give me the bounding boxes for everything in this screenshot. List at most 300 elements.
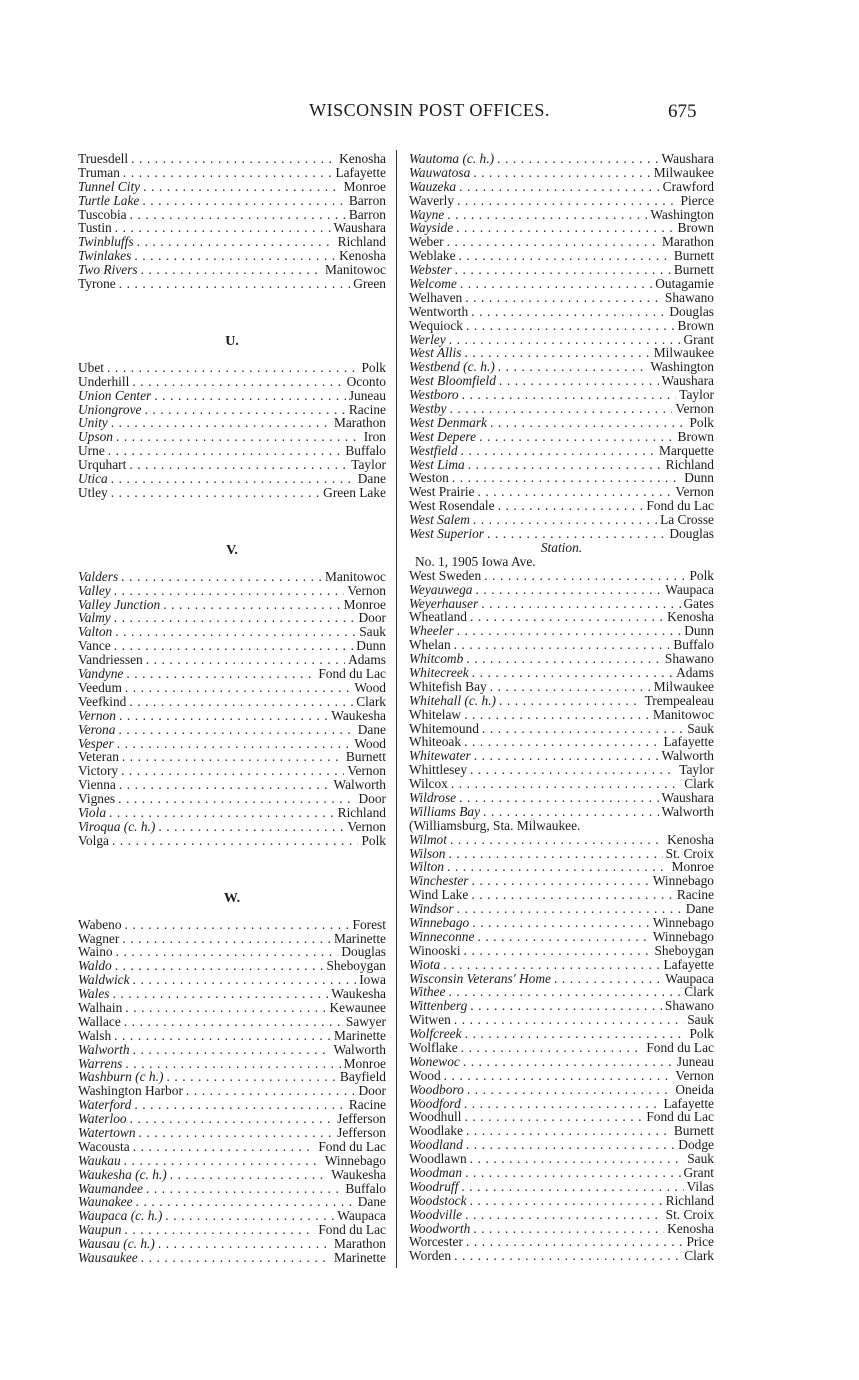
post-office-name: Westfield <box>409 442 458 458</box>
dot-leader <box>490 416 686 430</box>
post-office-entry <box>409 1055 714 1069</box>
county-name: Buffalo <box>673 637 714 653</box>
county-name: Lafayette <box>663 1095 714 1111</box>
post-office-name: West Bloomfield <box>409 373 496 389</box>
post-office-entry <box>409 1152 714 1166</box>
county-name: Clark <box>356 693 386 709</box>
post-office-entry <box>78 778 386 792</box>
post-office-name: Two Rivers <box>78 262 138 278</box>
post-office-name: Woodlake <box>409 1123 463 1139</box>
post-office-entry <box>409 249 714 263</box>
post-office-entry <box>78 945 386 959</box>
post-office-name: Wilton <box>409 859 444 875</box>
county-name: Winnebago <box>652 928 714 944</box>
county-name: Waupaca <box>665 970 714 986</box>
post-office-name: Walhain <box>78 999 123 1015</box>
county-name: Waushara <box>661 373 714 389</box>
dot-leader <box>484 569 686 583</box>
post-office-name: Winnebago <box>409 914 470 930</box>
dot-leader <box>129 458 348 472</box>
post-office-entry <box>409 180 714 194</box>
county-name: Racine <box>348 1097 386 1113</box>
post-office-entry <box>78 806 386 820</box>
v-entries-list <box>78 570 386 848</box>
post-office-name: Whitemound <box>409 720 479 736</box>
post-office-entry <box>78 1209 386 1223</box>
dot-leader <box>467 1083 673 1097</box>
county-name: Burnett <box>673 1123 714 1139</box>
post-office-entry <box>78 764 386 778</box>
post-office-entry <box>78 570 386 584</box>
post-office-entry <box>409 610 714 624</box>
post-office-entry <box>78 1154 386 1168</box>
county-name: Wood <box>354 679 386 695</box>
post-office-name: West Superior <box>409 526 485 542</box>
post-office-name: Waterloo <box>78 1111 127 1127</box>
post-office-name: Waverly <box>409 192 455 208</box>
county-name: Walworth <box>661 748 714 764</box>
county-name: Winnebago <box>652 873 714 889</box>
county-name: Milwaukee <box>653 345 714 361</box>
dot-leader <box>481 597 680 611</box>
dot-leader <box>483 805 658 819</box>
post-office-entry <box>78 458 386 472</box>
dot-leader <box>158 1237 331 1251</box>
dot-leader <box>451 777 681 791</box>
right-entries-list-a <box>409 152 714 541</box>
dot-leader <box>470 610 664 624</box>
post-office-entry <box>409 333 714 347</box>
post-office-entry <box>409 291 714 305</box>
county-name: Kenosha <box>667 1220 714 1236</box>
county-name: Winnebago <box>324 1152 386 1168</box>
post-office-name: Whelan <box>409 637 451 653</box>
dot-leader <box>454 1013 684 1027</box>
post-office-entry <box>409 346 714 360</box>
county-name: Dunn <box>356 638 386 654</box>
dot-leader <box>471 305 666 319</box>
county-name: Vernon <box>675 401 714 417</box>
post-office-entry <box>409 735 714 749</box>
dot-leader <box>111 416 331 430</box>
post-office-entry <box>78 667 386 681</box>
county-name: Washington <box>650 359 714 375</box>
post-office-name: Wonewoc <box>409 1053 460 1069</box>
county-name: Barron <box>348 206 386 222</box>
county-name: Sauk <box>687 720 714 736</box>
dot-leader <box>124 1015 343 1029</box>
dot-leader <box>146 1182 342 1196</box>
post-office-name: Woodboro <box>409 1081 464 1097</box>
post-office-entry <box>78 1182 386 1196</box>
county-name: Polk <box>689 567 714 583</box>
county-name: Manitowoc <box>325 568 386 584</box>
post-office-name: Wind Lake <box>409 887 469 903</box>
dot-leader <box>124 1223 315 1237</box>
post-office-name: Westboro <box>409 387 459 403</box>
dot-leader <box>111 472 355 486</box>
post-office-name: Weston <box>409 470 449 486</box>
section-heading-u: U. <box>225 333 239 349</box>
dot-leader <box>465 1027 687 1041</box>
post-office-entry <box>409 1027 714 1041</box>
post-office-entry <box>78 918 386 932</box>
county-name: Waushara <box>661 789 714 805</box>
county-name: Sauk <box>687 1151 714 1167</box>
post-office-name: Vignes <box>78 791 116 807</box>
dot-leader <box>109 806 335 820</box>
county-name: Sheboygan <box>654 942 714 958</box>
post-office-name: Vesper <box>78 735 114 751</box>
county-name: Sheboygan <box>326 958 386 974</box>
post-office-name: Whitcomb <box>409 651 464 667</box>
post-office-entry <box>78 389 386 403</box>
post-office-name: Winchester <box>409 873 469 889</box>
county-name: Gates <box>683 595 714 611</box>
dot-leader <box>464 735 660 749</box>
post-office-name: Valmy <box>78 610 111 626</box>
post-office-entry <box>78 194 386 208</box>
post-office-name: Wauzeka <box>409 178 457 194</box>
post-office-entry <box>78 932 386 946</box>
dot-leader <box>457 194 678 208</box>
post-office-entry <box>78 1251 386 1265</box>
dot-leader <box>472 874 650 888</box>
post-office-entry <box>78 180 386 194</box>
county-name: Door <box>358 1083 386 1099</box>
section-heading-w: W. <box>223 890 241 906</box>
post-office-entry <box>409 374 714 388</box>
county-name: Taylor <box>679 762 714 778</box>
dot-leader <box>141 1251 331 1265</box>
dot-leader <box>133 1140 316 1154</box>
dot-leader <box>130 1112 335 1126</box>
county-name: Shawano <box>664 651 714 667</box>
post-office-name: Unity <box>78 415 108 431</box>
post-office-entry <box>409 194 714 208</box>
county-name: Sauk <box>687 1012 714 1028</box>
dot-leader <box>452 471 681 485</box>
dot-leader <box>166 1070 336 1084</box>
post-office-entry <box>78 1029 386 1043</box>
county-name: Buffalo <box>345 1180 386 1196</box>
county-name: Dane <box>357 1194 386 1210</box>
post-office-entry <box>78 486 386 500</box>
dot-leader <box>473 1222 664 1236</box>
dot-leader <box>134 1098 345 1112</box>
dot-leader <box>466 1138 675 1152</box>
dot-leader <box>473 166 650 180</box>
dot-leader <box>465 1166 680 1180</box>
post-office-name: Waupun <box>78 1222 122 1238</box>
county-name: Lafayette <box>663 734 714 750</box>
post-office-entry <box>409 1097 714 1111</box>
dot-leader <box>462 388 677 402</box>
county-name: Kenosha <box>339 151 386 166</box>
dot-leader <box>130 208 346 222</box>
post-office-entry <box>78 820 386 834</box>
post-office-name: Volga <box>78 832 109 848</box>
post-office-name: Tuscobia <box>78 206 127 222</box>
dot-leader <box>122 932 331 946</box>
dot-leader <box>466 1124 671 1138</box>
post-office-entry <box>409 791 714 805</box>
county-name: Taylor <box>679 387 714 403</box>
county-name: Monroe <box>343 178 386 194</box>
county-name: Door <box>358 610 386 626</box>
dot-leader <box>464 1097 661 1111</box>
dot-leader <box>454 1249 681 1263</box>
post-office-entry <box>78 472 386 486</box>
post-office-entry <box>409 722 714 736</box>
post-office-name: Tunnel City <box>78 178 141 194</box>
post-office-name: Woodruff <box>409 1178 459 1194</box>
dot-leader <box>125 918 350 932</box>
post-office-entry <box>409 666 714 680</box>
post-office-name: Valders <box>78 568 119 584</box>
post-office-entry <box>409 430 714 444</box>
county-name: Walworth <box>333 777 386 793</box>
post-office-entry <box>78 1140 386 1154</box>
post-office-entry <box>409 1083 714 1097</box>
dot-leader <box>457 624 682 638</box>
post-office-entry <box>409 1041 714 1055</box>
post-office-entry <box>409 1249 714 1263</box>
post-office-entry <box>409 916 714 930</box>
post-office-name: Waukesha (c. h.) <box>78 1166 167 1182</box>
dot-leader <box>472 916 650 930</box>
post-office-entry <box>409 152 714 166</box>
dot-leader <box>158 820 344 834</box>
post-office-name: Wheeler <box>409 623 454 639</box>
post-office-name: Ubet <box>78 359 105 375</box>
county-name: Clark <box>684 776 714 792</box>
post-office-name: Washington Harbor <box>78 1083 183 1099</box>
county-name: Brown <box>677 428 714 444</box>
post-office-entry <box>409 444 714 458</box>
county-name: Juneau <box>348 387 386 403</box>
post-office-name: Wheatland <box>409 609 467 625</box>
post-office-name: Vienna <box>78 777 116 793</box>
post-office-name: Webster <box>409 262 452 278</box>
county-name: Kenosha <box>667 609 714 625</box>
county-name: Adams <box>348 652 386 668</box>
post-office-entry <box>409 999 714 1013</box>
post-office-entry <box>78 584 386 598</box>
county-name: Walworth <box>333 1041 386 1057</box>
station-address: No. 1, 1905 Iowa Ave. <box>415 553 536 569</box>
county-name: Kenosha <box>667 831 714 847</box>
post-office-entry <box>409 985 714 999</box>
county-name: Vilas <box>686 1178 714 1194</box>
post-office-entry <box>409 860 714 874</box>
post-office-name: Whiteoak <box>409 734 462 750</box>
dot-leader <box>466 1235 684 1249</box>
post-office-entry <box>409 597 714 611</box>
dot-leader <box>449 333 681 347</box>
dot-leader <box>457 902 683 916</box>
county-name: Polk <box>361 832 386 848</box>
county-name: Burnett <box>345 749 386 765</box>
post-office-name: Valley <box>78 582 111 598</box>
dot-leader <box>134 249 336 263</box>
page-title: WISCONSIN POST OFFICES. <box>309 100 550 120</box>
post-office-name: Warrens <box>78 1055 123 1071</box>
county-name: Green <box>353 276 386 292</box>
dot-leader <box>461 444 656 458</box>
post-office-name: Williams Bay <box>409 803 481 819</box>
post-office-name: Wilcox <box>409 776 448 792</box>
county-name: Brown <box>677 220 714 236</box>
dot-leader <box>137 235 335 249</box>
post-office-entry <box>409 638 714 652</box>
dot-leader <box>470 1194 663 1208</box>
post-office-entry <box>78 1057 386 1071</box>
post-office-name: Urne <box>78 443 105 459</box>
county-name: Kenosha <box>339 248 386 264</box>
post-office-name: Wequiock <box>409 317 463 333</box>
dot-leader <box>114 584 345 598</box>
post-office-name: Vandriessen <box>78 652 143 668</box>
post-office-name: Whitecreek <box>409 664 469 680</box>
dot-leader <box>125 681 351 695</box>
county-name: Douglas <box>669 526 714 542</box>
county-name: Clark <box>684 1248 714 1264</box>
post-office-entry <box>78 430 386 444</box>
post-office-name: Wilson <box>409 845 446 861</box>
dot-leader <box>449 402 672 416</box>
post-office-name: Withee <box>409 984 446 1000</box>
post-office-entry <box>409 652 714 666</box>
dot-leader <box>113 987 329 1001</box>
post-office-entry <box>409 319 714 333</box>
county-name: Iowa <box>359 972 386 988</box>
post-office-name: Woodstock <box>409 1192 467 1208</box>
county-name: Marinette <box>333 1250 386 1265</box>
county-name: Marathon <box>333 415 386 431</box>
post-office-entry <box>409 583 714 597</box>
post-office-entry <box>409 235 714 249</box>
dot-leader <box>115 959 324 973</box>
post-office-entry <box>409 471 714 485</box>
post-office-entry <box>78 598 386 612</box>
county-name: Burnett <box>673 262 714 278</box>
dot-leader <box>470 763 676 777</box>
dot-leader <box>119 277 351 291</box>
dot-leader <box>119 709 328 723</box>
post-office-entry <box>78 639 386 653</box>
dot-leader <box>459 249 671 263</box>
county-name: Wood <box>354 735 386 751</box>
post-office-name: Upson <box>78 429 113 445</box>
dot-leader <box>125 1001 326 1015</box>
post-office-name: Wood <box>409 1067 441 1083</box>
post-office-name: Whitefish Bay <box>409 678 487 694</box>
post-office-name: Twinlakes <box>78 248 132 264</box>
post-office-entry <box>409 1166 714 1180</box>
dot-leader <box>116 945 339 959</box>
dot-leader <box>146 653 345 667</box>
county-name: Racine <box>676 887 714 903</box>
post-office-name: Woodland <box>409 1137 463 1153</box>
county-name: Lafayette <box>663 956 714 972</box>
post-office-entry <box>409 1222 714 1236</box>
dot-leader <box>143 180 340 194</box>
dot-leader <box>170 1168 329 1182</box>
post-office-entry <box>78 1084 386 1098</box>
county-name: Winnebago <box>652 914 714 930</box>
county-name: Richland <box>665 456 714 472</box>
post-office-name: Woodman <box>409 1165 463 1181</box>
dot-leader <box>124 1154 322 1168</box>
county-name: Dane <box>357 471 386 487</box>
dot-leader <box>470 1152 685 1166</box>
post-office-entry <box>409 833 714 847</box>
county-name: Shawano <box>664 998 714 1014</box>
dot-leader <box>447 860 669 874</box>
post-office-name: West Lima <box>409 456 465 472</box>
dot-leader <box>466 652 662 666</box>
dot-leader <box>444 1069 673 1083</box>
county-name: Dodge <box>678 1137 714 1153</box>
dot-leader <box>114 611 356 625</box>
post-office-name: Wolflake <box>409 1040 458 1055</box>
post-office-name: Wallace <box>78 1013 121 1029</box>
dot-leader <box>490 680 651 694</box>
county-name: Washington <box>650 206 714 222</box>
post-office-entry <box>78 987 386 1001</box>
post-office-name: Weyauwega <box>409 581 473 597</box>
dot-leader <box>455 263 671 277</box>
dot-leader <box>464 708 650 722</box>
dot-leader <box>463 1055 674 1069</box>
county-name: Marathon <box>661 234 714 250</box>
dot-leader <box>107 361 358 375</box>
dot-leader <box>477 930 649 944</box>
post-office-name: Wauwatosa <box>409 164 471 180</box>
post-office-name: Woodford <box>409 1095 461 1111</box>
dot-leader <box>163 598 340 612</box>
post-office-entry <box>78 1112 386 1126</box>
dot-leader <box>497 152 658 166</box>
post-office-entry <box>409 402 714 416</box>
post-office-entry <box>409 694 714 708</box>
post-office-name: Victory <box>78 763 119 779</box>
county-name: Richland <box>665 1192 714 1208</box>
post-office-name: Wilmot <box>409 831 447 847</box>
section-heading-v: V. <box>226 542 238 558</box>
post-office-name: Waumandee <box>78 1180 143 1196</box>
column-divider <box>396 150 397 1268</box>
post-office-entry <box>78 249 386 263</box>
dot-leader <box>474 749 659 763</box>
post-office-name: Waupaca (c. h.) <box>78 1208 163 1224</box>
county-name: Fond du Lac <box>646 1109 714 1125</box>
post-office-name: Truesdell <box>78 151 129 166</box>
dot-leader <box>154 389 346 403</box>
dot-leader <box>142 194 345 208</box>
post-office-entry <box>78 1237 386 1251</box>
post-office-entry <box>409 777 714 791</box>
post-office-entry <box>78 1195 386 1209</box>
t-entries-list <box>78 152 386 291</box>
post-office-entry <box>78 723 386 737</box>
post-office-entry <box>78 361 386 375</box>
dot-leader <box>131 152 336 166</box>
dot-leader <box>554 972 662 986</box>
county-name: Racine <box>348 401 386 417</box>
post-office-entry <box>409 416 714 430</box>
